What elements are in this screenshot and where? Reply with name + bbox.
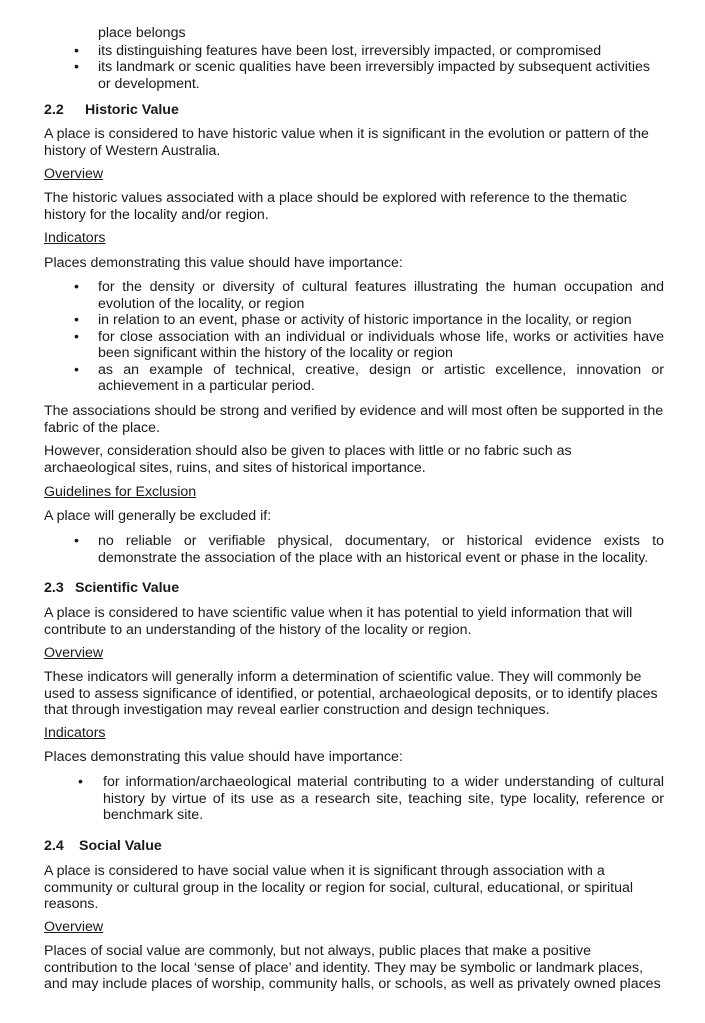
list-item: • its distinguishing features have been lost, irreversibly impacted, or compromised bbox=[74, 42, 602, 59]
historic-overview-text: The historic values associated with a place should be explored with reference to the thematic history for the locality and/or region. bbox=[44, 190, 627, 223]
bullet-icon: • bbox=[74, 312, 79, 328]
list-item: • no reliable or verifiable physical, documentary, or historical evidence exists to demonstrate the association of the place with an historical event or phase in the locality. bbox=[74, 533, 664, 566]
scientific-overview-text: These indicators will generally inform a determination of scientific value. They will commonly be used to assess significance of identified, or potential, archaeological deposits, or to identify places that through investigation may reveal earlier construction and design techniques. bbox=[44, 669, 658, 718]
historic-overview-heading: Overview bbox=[44, 166, 104, 182]
scientific-indicators-list bbox=[44, 774, 664, 824]
historic-indicators-heading: Indicators bbox=[44, 230, 106, 246]
social-overview-heading: Overview bbox=[44, 919, 104, 935]
social-overview-text: Places of social value are commonly, but not always, public places that make a positive contribution to the local ‘sense of place’ and identity. They may be symbolic or landmark places, and may include places of worship, community halls, or schools, as well as privately owned places bbox=[44, 943, 661, 992]
scientific-overview-heading: Overview bbox=[44, 645, 104, 661]
bullet-icon: • bbox=[78, 774, 83, 790]
historic-however-paragraph: However, consideration should also be given to places with little or no fabric such as archaeological sites, ruins, and sites of historical importance. bbox=[44, 443, 572, 476]
section-heading-social bbox=[44, 838, 664, 855]
social-intro: A place is considered to have social value when it is significant through association with a community or cultural group in the locality or region for social, cultural, educational, or spiritual reasons. bbox=[44, 863, 634, 912]
continuation-text: place belongs bbox=[98, 25, 186, 41]
bullet-icon: • bbox=[74, 279, 79, 295]
section-title: Social Value bbox=[79, 838, 162, 854]
section-number: 2.4 bbox=[44, 838, 64, 854]
historic-exclusion-heading: Guidelines for Exclusion bbox=[44, 484, 197, 500]
historic-exclusion-list bbox=[44, 533, 664, 566]
list-item: • for close association with an individual or individuals whose life, works or activities have been significant within the history of the locality or region bbox=[74, 328, 664, 361]
scientific-indicators-heading: Indicators bbox=[44, 725, 106, 741]
list-item: • its landmark or scenic qualities have been irreversibly impacted by subsequent activities or development. bbox=[74, 59, 651, 92]
historic-exclusion-lead: A place will generally be excluded if: bbox=[44, 508, 272, 524]
continuation-list bbox=[44, 25, 664, 92]
section-title: Historic Value bbox=[85, 102, 179, 118]
section-heading-scientific bbox=[44, 580, 664, 597]
list-item: • as an example of technical, creative, design or artistic excellence, innovation or achievement in a particular period. bbox=[74, 361, 664, 394]
list-item: • for the density or diversity of cultural features illustrating the human occupation and evolution of the locality, or region bbox=[74, 279, 664, 312]
section-number: 2.2 bbox=[44, 102, 64, 118]
section-title: Scientific Value bbox=[75, 580, 180, 596]
bullet-icon: • bbox=[74, 59, 79, 75]
bullet-icon: • bbox=[74, 42, 79, 59]
scientific-intro: A place is considered to have scientific value when it has potential to yield information that will contribute to an understanding of the history of the locality or region. bbox=[44, 605, 633, 638]
scientific-indicators-lead: Places demonstrating this value should have importance: bbox=[44, 749, 403, 765]
historic-indicators-lead: Places demonstrating this value should have importance: bbox=[44, 255, 403, 271]
list-item: • in relation to an event, phase or activity of historic importance in the locality, or region bbox=[74, 312, 632, 328]
bullet-icon: • bbox=[74, 328, 79, 345]
historic-indicators-list bbox=[44, 279, 664, 395]
list-item bbox=[44, 25, 664, 42]
bullet-icon: • bbox=[74, 361, 79, 378]
bullet-icon: • bbox=[74, 533, 79, 549]
section-heading-historic bbox=[44, 102, 664, 119]
historic-associations-paragraph: The associations should be strong and verified by evidence and will most often be supported in the fabric of the place. bbox=[44, 403, 664, 436]
historic-intro: A place is considered to have historic value when it is significant in the evolution or pattern of the history of Western Australia. bbox=[44, 126, 649, 159]
section-number: 2.3 bbox=[44, 580, 64, 596]
list-item: • for information/archaeological material contributing to a wider understanding of cultural history by virtue of its use as a research site, teaching site, type locality, reference or benchmark site. bbox=[78, 774, 664, 823]
